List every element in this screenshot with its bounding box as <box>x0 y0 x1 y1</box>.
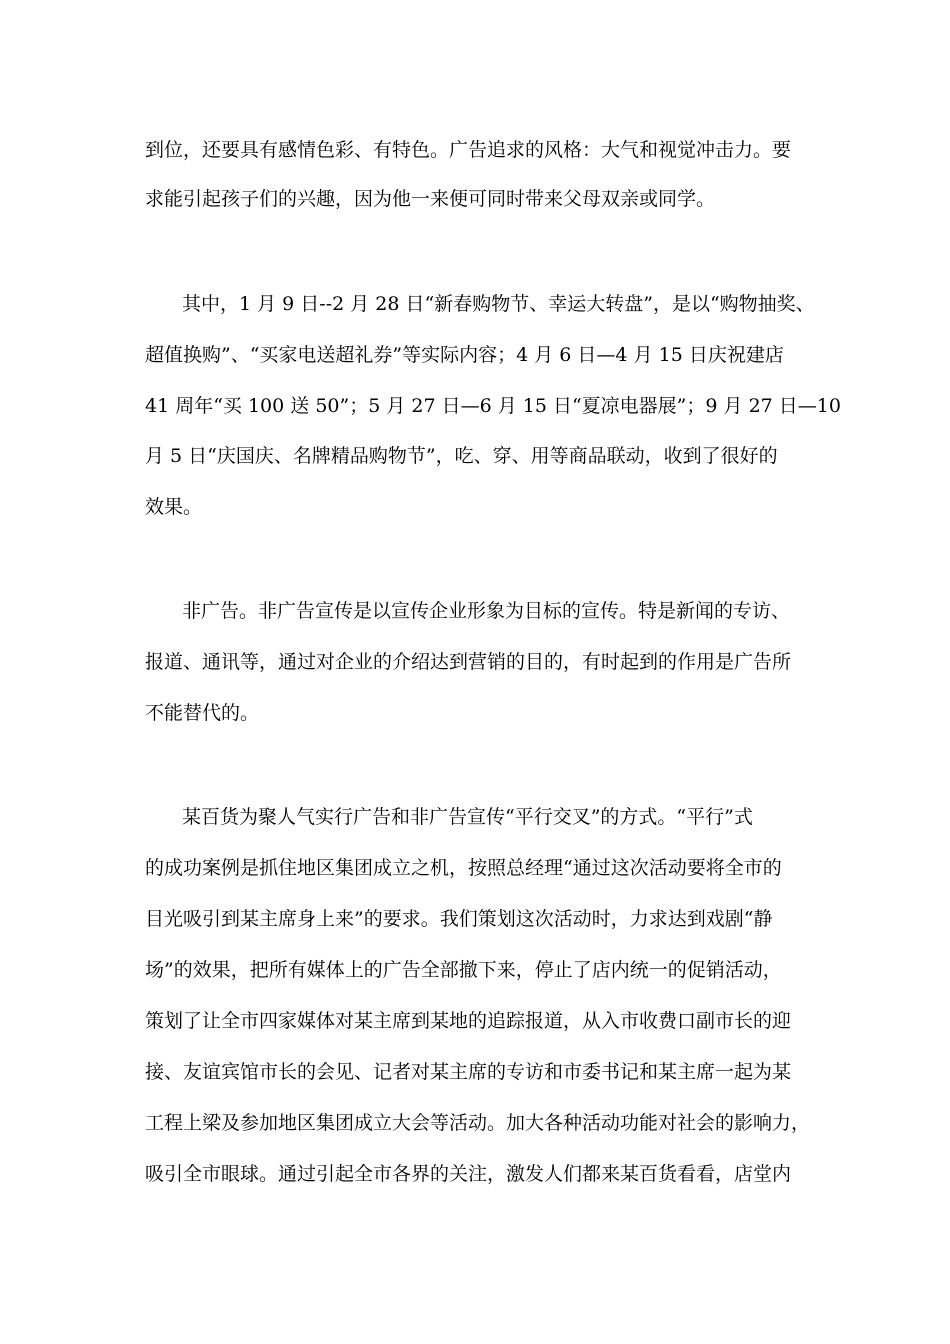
text-line: 某百货为聚人气实行广告和非广告宣传“平行交叉”的方式。“平行”式 <box>182 806 753 828</box>
text-line: 场”的效果，把所有媒体上的广告全部撤下来，停止了店内统一的促销活动， <box>145 959 782 981</box>
text-line: 到位，还要具有感情色彩、有特色。广告追求的风格：大气和视觉冲击力。要 <box>145 139 792 161</box>
text-line: 41 周年“买 100 送 50”；5 月 27 日—6 月 15 日“夏凉电器展”；9 月 27 日—10 <box>145 395 841 417</box>
text-line: 报道、通讯等，通过对企业的介绍达到营销的目的，有时起到的作用是广告所 <box>145 651 792 673</box>
text-line: 不能替代的。 <box>145 702 260 724</box>
text-line: 求能引起孩子们的兴趣，因为他一来便可同时带来父母双亲或同学。 <box>145 188 716 210</box>
text-line: 非广告。非广告宣传是以宣传企业形象为目标的宣传。特是新闻的专访、 <box>182 600 791 622</box>
text-line: 吸引全市眼球。通过引起全市各界的关注，激发人们都来某百货看看，店堂内 <box>145 1163 792 1185</box>
text-line: 策划了让全市四家媒体对某主席到某地的追踪报道，从入市收费口副市长的迎 <box>145 1010 792 1032</box>
text-line: 的成功案例是抓住地区集团成立之机，按照总经理“通过这次活动要将全市的 <box>145 857 782 879</box>
text-line: 工程上梁及参加地区集团成立大会等活动。加大各种活动功能对社会的影响力， <box>145 1112 811 1134</box>
text-line: 其中，1 月 9 日--2 月 28 日“新春购物节、幸运大转盘”，是以“购物抽奖、 <box>182 293 815 315</box>
text-line: 效果。 <box>145 496 203 518</box>
text-line: 超值换购”、“买家电送超礼券”等实际内容；4 月 6 日—4 月 15 日庆祝建店 <box>145 344 784 366</box>
text-line: 目光吸引到某主席身上来”的要求。我们策划这次活动时，力求达到戏剧“静 <box>145 908 773 930</box>
text-line: 接、友谊宾馆市长的会见、记者对某主席的专访和市委书记和某主席一起为某 <box>145 1061 792 1083</box>
text-line: 月 5 日“庆国庆、名牌精品购物节”，吃、穿、用等商品联动，收到了很好的 <box>145 445 778 467</box>
